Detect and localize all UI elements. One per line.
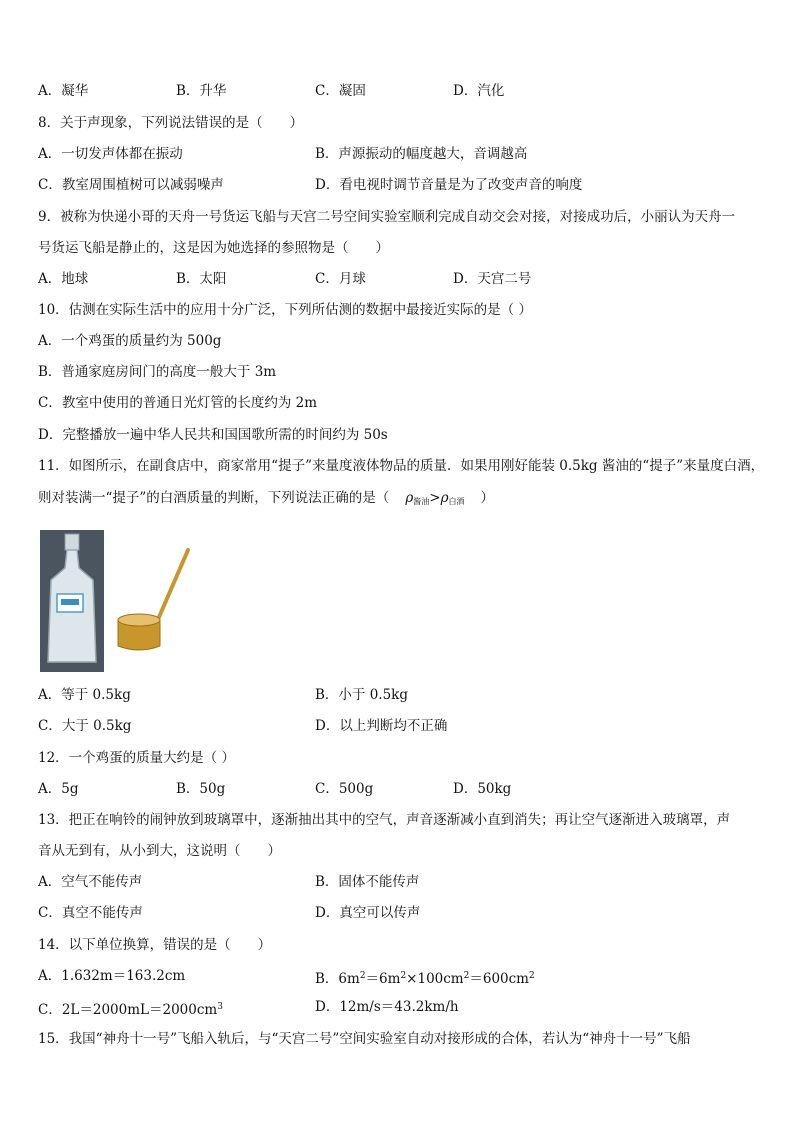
bottle-cap [65,534,79,550]
bottle-label-mark [61,599,79,605]
q12-option-c: C．500g [315,781,374,797]
q9-option-b: B．太阳 [176,271,227,287]
q9-option-a: A．地球 [38,271,89,287]
rho-symbol-2: ρ [440,490,449,506]
q12-option-b: B．50g [176,781,226,797]
q11-stem-line2 [38,489,494,511]
bottle-and-ladle-figure [38,528,198,674]
rho-symbol: ρ [405,490,414,506]
q7-option-d: D．汽化 [453,83,505,99]
q12-option-a: A．5g [38,781,79,797]
q14-b-sup3: 2 [463,971,470,981]
q9-option-c: C．月球 [315,271,366,287]
q8-stem: 8．关于声现象，下列说法错误的是（ ） [38,115,304,131]
q15-stem-line1: 15．我国“神舟十一号”飞船入轨后，与“天宫二号”空间实验室自动对接形成的合体，若认为“神舟十一号”飞船 [38,1031,691,1047]
q10-stem: 10．估测在实际生活中的应用十分广泛，下列所估测的数据中最接近实际的是（ ） [38,302,532,318]
q14-b-sup1: 2 [359,971,366,981]
q14-option-d: D．12m/s＝43.2km/h [315,999,459,1015]
q8-option-c: C．教室周围植树可以减弱噪声 [38,177,224,193]
q9-stem-line1: 9．被称为快递小哥的天舟一号货运飞船与天宫二号空间实验室顺利完成自动交会对接，对接成功后，小丽认为天舟一 [38,209,736,225]
q11-stem-text: 则对装满一“提子”的白酒质量的判断，下列说法正确的是（ [38,490,390,506]
q13-option-a: A．空气不能传声 [38,874,143,890]
q10-option-a: A．一个鸡蛋的质量约为 500g [38,333,222,349]
q8-option-a: A．一切发声体都在振动 [38,146,183,162]
q7-option-c: C．凝固 [315,83,366,99]
q9-stem-line2: 号货运飞船是静止的，这是因为她选择的参照物是（ ） [38,240,389,256]
q14-c-text: C．2L＝2000mL＝2000cm [38,1002,218,1018]
q14-c-sup: 3 [217,1002,223,1012]
q14-b-part4: ＝600cm [469,971,529,987]
q13-option-d: D．真空可以传声 [315,905,421,921]
q11-stem-line1: 11．如图所示，在副食店中，商家常用“提子”来量度液体物品的质量．如果用刚好能装 0.5kg 酱油的“提子”来量度白酒， [38,458,765,474]
rho-subscript-liquor: 白酒 [448,497,465,506]
q14-b-sup4: 2 [529,971,535,981]
q12-stem: 12．一个鸡蛋的质量大约是（ ） [38,750,235,766]
q12-option-d: D．50kg [453,781,512,797]
ladle-handle [156,550,188,624]
q11-option-c: C．大于 0.5kg [38,718,132,734]
q10-option-c: C．教室中使用的普通日光灯管的长度约为 2m [38,395,318,411]
q14-option-a: A．1.632m＝163.2cm [38,968,186,984]
q13-option-b: B．固体不能传声 [315,874,420,890]
q7-option-b: B．升华 [176,83,227,99]
q14-option-b [315,967,535,988]
q14-b-sup2: 2 [400,971,407,981]
q8-option-b: B．声源振动的幅度越大，音调越高 [315,146,528,162]
q14-b-part3: ×100cm [406,971,464,987]
q10-option-d: D．完整播放一遍中华人民共和国国歌所需的时间约为 50s [38,427,388,443]
q11-option-b: B．小于 0.5kg [315,687,409,703]
q11-option-d: D．以上判断均不正确 [315,718,448,734]
q7-option-a: A．凝华 [38,83,89,99]
q14-option-c [38,998,223,1019]
q11-stem-close: ） [480,490,494,506]
q10-option-b: B．普通家庭房间门的高度一般大于 3m [38,364,277,380]
q13-option-c: C．真空不能传声 [38,905,143,921]
q14-b-part1: B．6m [315,971,360,987]
q13-stem-line1: 13．把正在响铃的闹钟放到玻璃罩中，逐渐抽出其中的空气，声音逐渐减小直到消失；再让空气逐渐进入玻璃罩，声 [38,812,731,828]
q14-stem: 14．以下单位换算，错误的是（ ） [38,937,272,953]
q8-option-d: D．看电视时调节音量是为了改变声音的响度 [315,177,583,193]
q9-option-d: D．天宫二号 [453,271,532,287]
q11-option-a: A．等于 0.5kg [38,687,131,703]
rho-subscript-soy: 酱油 [413,497,430,506]
q13-stem-line2: 音从无到有，从小到大，这说明（ ） [38,843,281,859]
q14-b-part2: ＝6m [365,971,401,987]
greater-than: > [429,490,441,506]
ladle-rim [118,614,160,626]
